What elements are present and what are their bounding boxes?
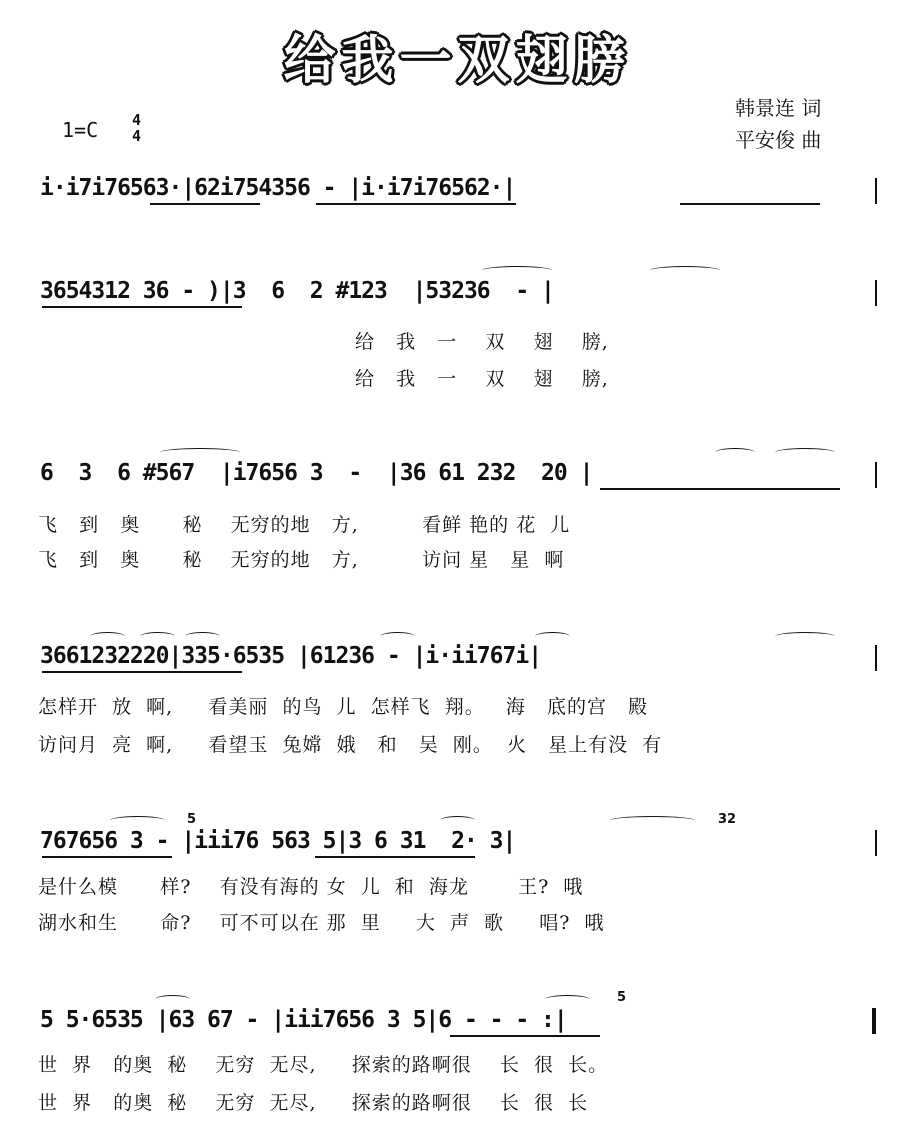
- final-barline: [872, 1008, 876, 1034]
- notes-line-6: 5 5·6535 |63 67 - |iii7656 3 5|6 - - - :|: [40, 1007, 567, 1033]
- lyric-verse2-line-3: 飞 到 奥 秘 无穷的地 方, 访问 星 星 啊: [38, 549, 565, 571]
- grace-note: 5: [617, 990, 627, 1005]
- beam: [450, 1035, 600, 1037]
- slur: [610, 816, 695, 825]
- composer-credit: 平安俊 曲: [735, 128, 822, 152]
- slur: [380, 632, 415, 641]
- slur: [482, 266, 552, 275]
- slur: [775, 632, 835, 641]
- lyric-verse2-line-6: 世 界 的奥 秘 无穷 无尽, 探索的路啊很 长 很 长: [38, 1092, 589, 1114]
- lyric-verse1-line-3: 飞 到 奥 秘 无穷的地 方, 看鲜 艳的 花 儿: [38, 514, 571, 536]
- grace-note: 32: [718, 812, 737, 827]
- barline: [875, 830, 877, 856]
- song-title: 给我一双翅膀: [283, 31, 632, 91]
- notes-line-3: 6 3 6 #567 |i7656 3 - |36 61 232 20 |: [40, 460, 593, 486]
- notes-line-1: i·i7i76563·|62i754356 - |i·i7i76562·|: [40, 175, 516, 201]
- barline: [875, 280, 877, 306]
- lyric-verse2-line-4: 访问月 亮 啊, 看望玉 兔嫦 娥 和 吴 刚。 火 星上有没 有: [38, 734, 663, 756]
- slur: [440, 816, 475, 825]
- slur: [775, 448, 835, 457]
- beam: [42, 306, 242, 308]
- lyric-verse1-line-4: 怎样开 放 啊, 看美丽 的鸟 儿 怎样飞 翔。 海 底的宫 殿: [38, 696, 649, 718]
- slur: [155, 995, 190, 1004]
- time-signature-bottom: 4: [132, 127, 142, 145]
- grace-note: 5: [187, 812, 197, 827]
- notes-line-4: 3661232220|335·6535 |61236 - |i·ii767i|: [40, 643, 542, 669]
- slur: [110, 816, 165, 825]
- time-signature: [132, 112, 141, 144]
- lyric-verse1-line-6: 世 界 的奥 秘 无穷 无尽, 探索的路啊很 长 很 长。: [38, 1054, 609, 1076]
- lyric-verse2-line-5: 湖水和生 命? 可不可以在 那 里 大 声 歌 唱? 哦: [38, 912, 605, 934]
- beam: [150, 203, 260, 205]
- slur: [185, 632, 220, 641]
- notes-line-5: 767656 3 - |iii76 563 5|3 6 31 2· 3|: [40, 828, 516, 854]
- barline: [875, 178, 877, 204]
- slur: [90, 632, 125, 641]
- notes-line-2: 3654312 36 - )|3 6 2 #123 |53236 - |: [40, 278, 554, 304]
- beam: [680, 203, 820, 205]
- beam: [315, 856, 475, 858]
- slur: [715, 448, 755, 457]
- beam: [42, 856, 172, 858]
- lyric-verse1-line-5: 是什么模 样? 有没有海的 女 儿 和 海龙 王? 哦: [38, 876, 584, 898]
- barline: [875, 645, 877, 671]
- time-signature-top: 4: [132, 111, 142, 129]
- key-signature: 1=C: [62, 118, 99, 142]
- slur: [650, 266, 720, 275]
- lyricist-credit: 韩景连 词: [735, 96, 822, 120]
- slur: [160, 448, 240, 457]
- slur: [545, 995, 590, 1004]
- barline: [875, 462, 877, 488]
- lyric-verse1-line-2: 给 我 一 双 翅 膀,: [355, 331, 609, 353]
- slur: [535, 632, 570, 641]
- beam: [600, 488, 840, 490]
- beam: [316, 203, 516, 205]
- beam: [42, 671, 242, 673]
- slur: [140, 632, 175, 641]
- lyric-verse2-line-2: 给 我 一 双 翅 膀,: [355, 368, 609, 390]
